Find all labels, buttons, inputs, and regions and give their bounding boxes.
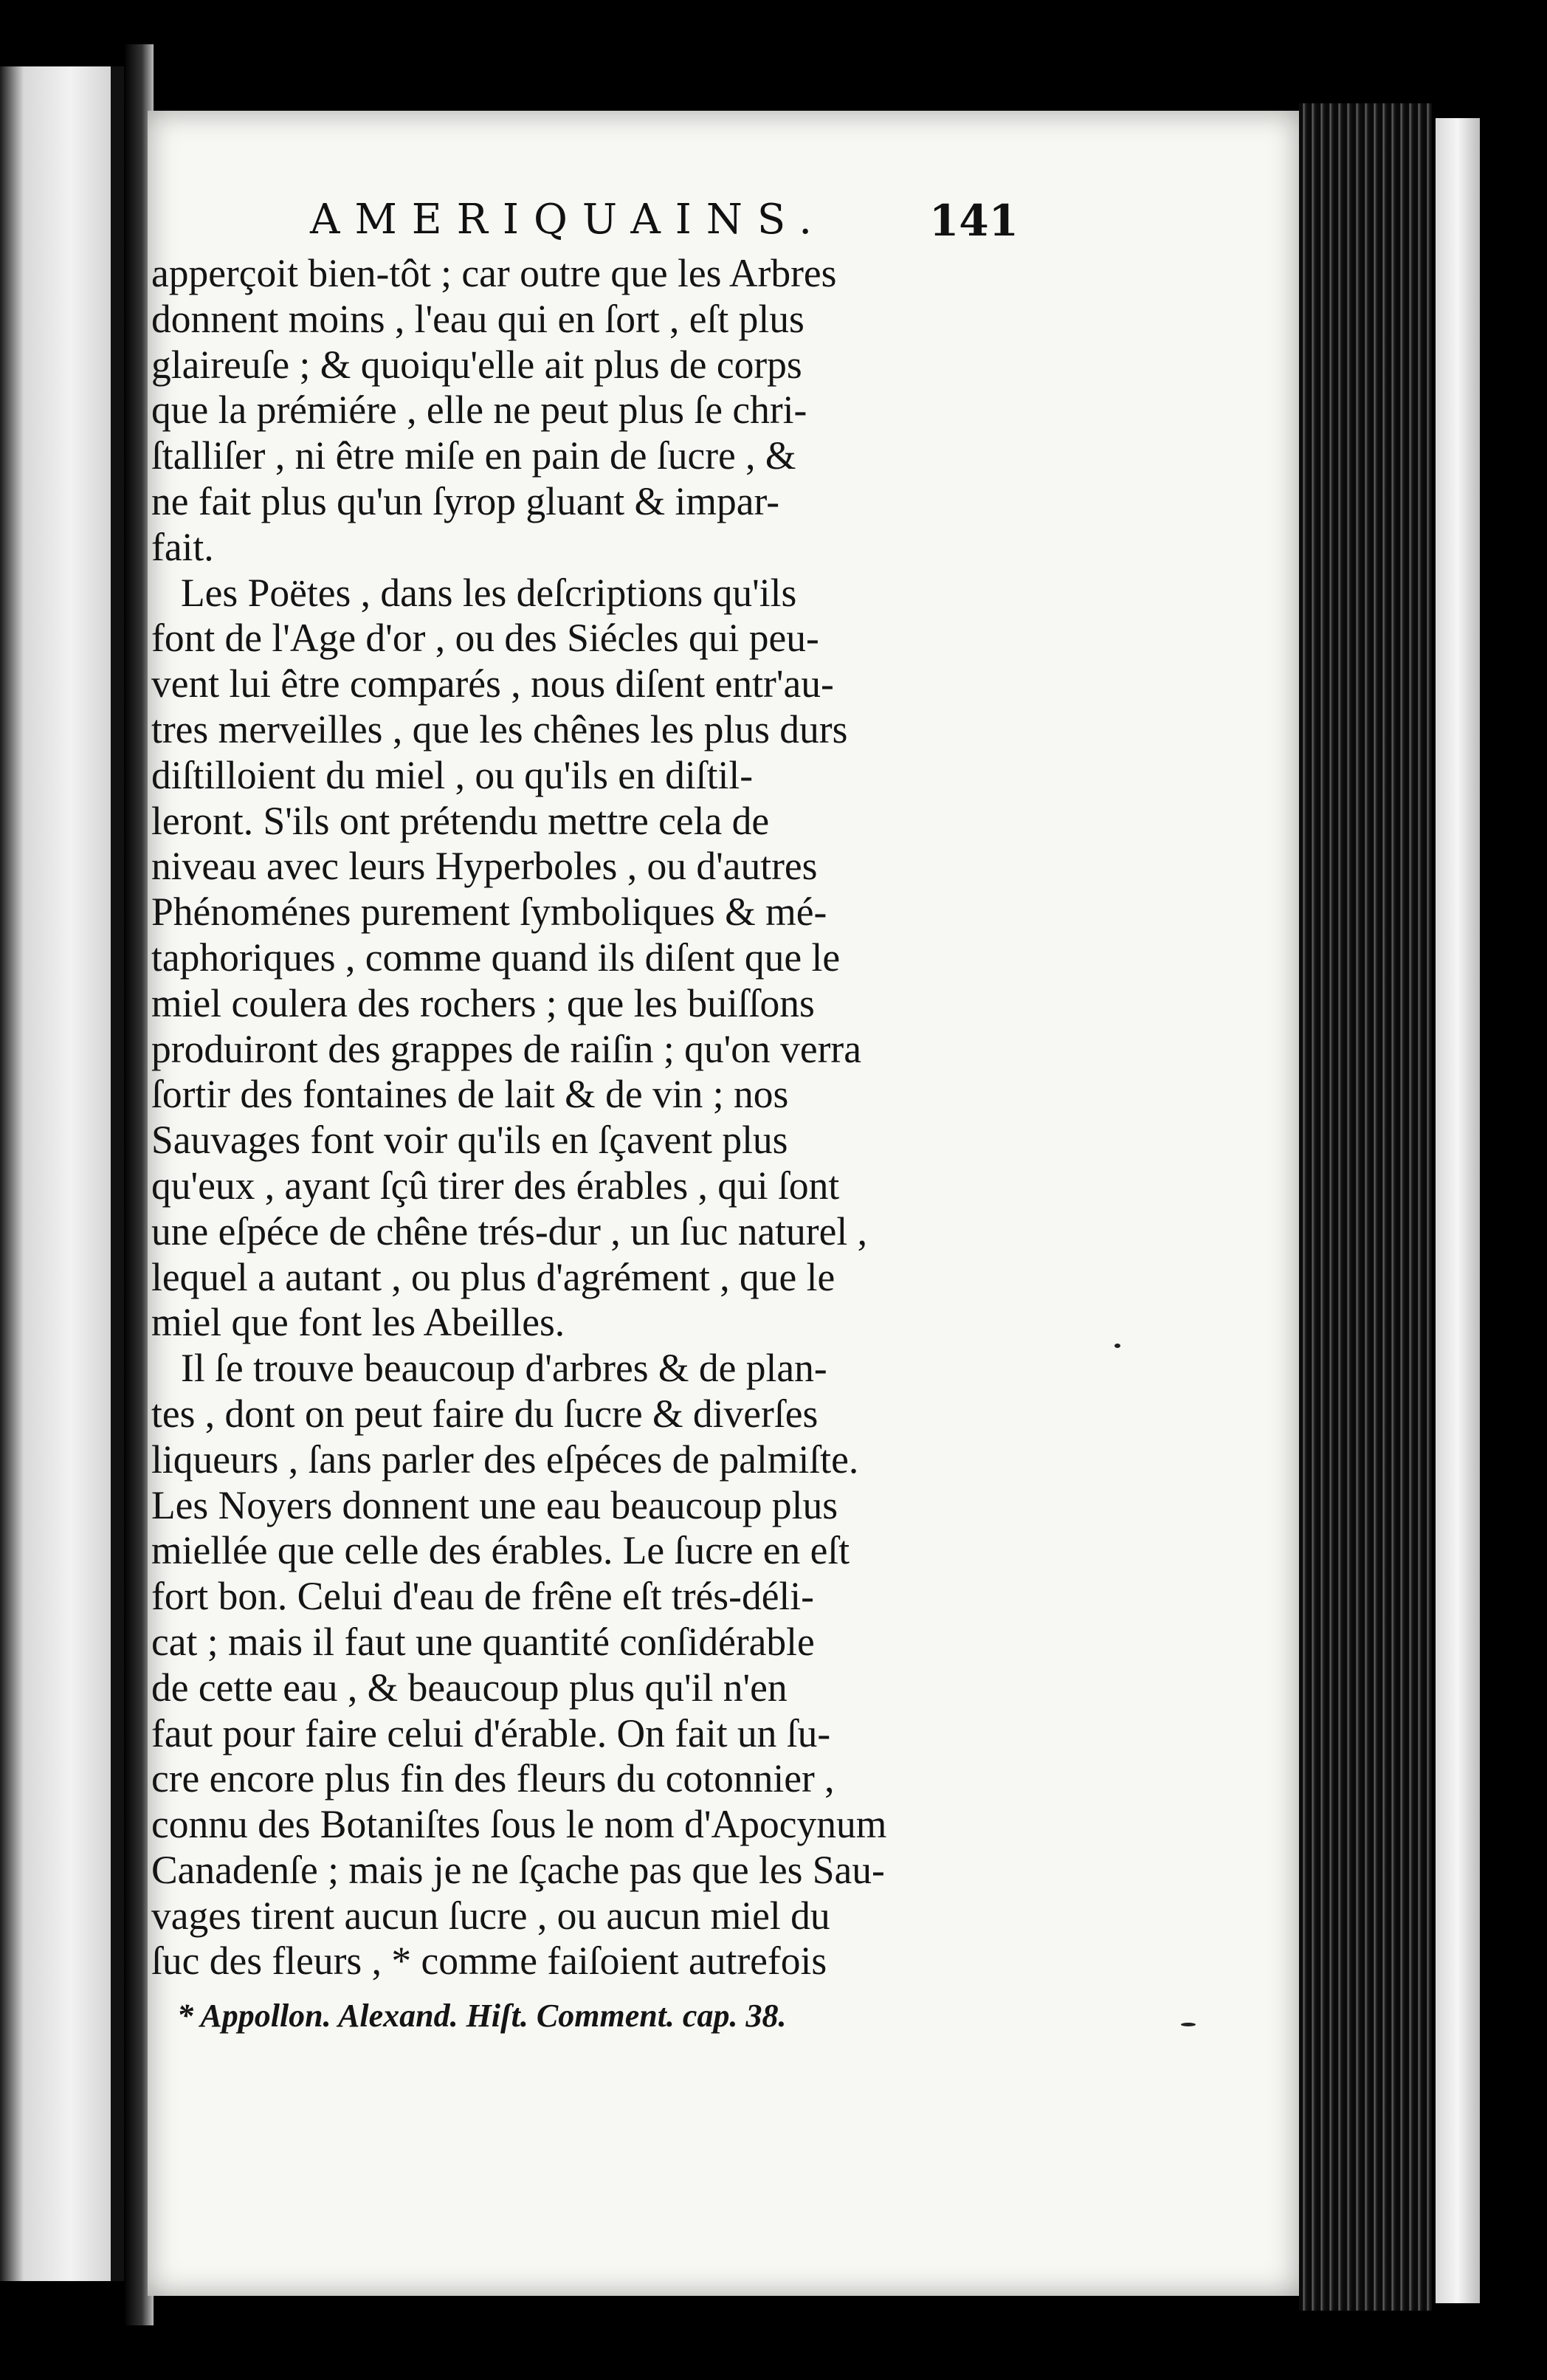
- text-line: que la prémiére , elle ne peut plus ſe chri-: [151, 388, 807, 433]
- page-header: [310, 196, 1048, 247]
- text-line: ſtalliſer , ni être miſe en pain de ſucre , &: [151, 433, 796, 478]
- text-line: tes , dont on peut faire du ſucre & diverſes: [151, 1391, 819, 1436]
- paragraph-start-line: Les Poëtes , dans les deſcriptions qu'ils: [181, 570, 797, 615]
- text-line: fort bon. Celui d'eau de frêne eſt trés-déli-: [151, 1574, 814, 1619]
- text-line: vent lui être comparés , nous diſent entr'au-: [151, 661, 834, 706]
- text-line: Canadenſe ; mais je ne ſçache pas que les Sau-: [151, 1847, 885, 1892]
- footnote: * Appollon. Alexand. Hiſt. Comment. cap. 38.: [177, 1998, 787, 2034]
- text-line: cre encore plus fin des fleurs du cotonnier ,: [151, 1756, 835, 1801]
- text-line: miellée que celle des érables. Le ſucre en eſt: [151, 1528, 850, 1573]
- text-line: tres merveilles , que les chênes les plus durs: [151, 706, 848, 752]
- running-head: AMERIQUAINS.: [310, 196, 827, 244]
- text-line: liqueurs , ſans parler des eſpéces de palmiſte.: [151, 1437, 859, 1482]
- body-text: [151, 251, 1037, 1984]
- ink-speck: [1114, 1344, 1120, 1348]
- text-line: niveau avec leurs Hyperboles , ou d'autres: [151, 844, 818, 889]
- text-line: taphoriques , comme quand ils diſent que le: [151, 935, 841, 980]
- text-line: de cette eau , & beaucoup plus qu'il n'en: [151, 1665, 788, 1710]
- facing-page-edge: [111, 66, 124, 2281]
- text-line: vages tirent aucun ſucre , ou aucun miel du: [151, 1893, 830, 1938]
- text-line: ne fait plus qu'un ſyrop gluant & impar-: [151, 478, 780, 523]
- text-line: lequel a autant , ou plus d'agrément , que le: [151, 1254, 835, 1299]
- text-line: une eſpéce de chêne trés-dur , un ſuc naturel ,: [151, 1208, 867, 1253]
- text-line: apperçoit bien-tôt ; car outre que les Arbres: [151, 251, 837, 295]
- text-line: glaireuſe ; & quoiqu'elle ait plus de corps: [151, 342, 802, 387]
- text-line: donnent moins , l'eau qui en ſort , eſt plus: [151, 296, 804, 341]
- text-line: leront. S'ils ont prétendu mettre cela de: [151, 798, 770, 843]
- text-line: Sauvages font voir qu'ils en ſçavent plus: [151, 1118, 788, 1163]
- text-line: faut pour faire celui d'érable. On fait un ſu-: [151, 1710, 831, 1755]
- text-line: ſuc des fleurs , * comme faiſoient autrefois: [151, 1939, 827, 1984]
- text-line: cat ; mais il faut une quantité conſidérable: [151, 1619, 815, 1664]
- right-margin-strip: [1436, 118, 1480, 2303]
- text-line: ſortir des fontaines de lait & de vin ; nos: [151, 1072, 789, 1117]
- text-line: miel coulera des rochers ; que les buiſſons: [151, 980, 815, 1025]
- text-line: connu des Botaniſtes ſous le nom d'Apocynum: [151, 1802, 887, 1847]
- ink-speck: [1181, 2023, 1196, 2026]
- text-line: diſtilloient du miel , ou qu'ils en diſtil-: [151, 752, 754, 797]
- text-line: Phénoménes purement ſymboliques & mé-: [151, 890, 827, 935]
- text-line: Les Noyers donnent une eau beaucoup plus: [151, 1482, 838, 1527]
- paragraph-start-line: Il ſe trouve beaucoup d'arbres & de plan-: [181, 1346, 827, 1391]
- text-line: miel que font les Abeilles.: [151, 1300, 565, 1345]
- text-line: produiront des grappes de raiſin ; qu'on verra: [151, 1026, 861, 1071]
- page-number: 141: [928, 196, 1019, 246]
- text-line: fait.: [151, 524, 214, 569]
- facing-page-fragment: [0, 66, 118, 2281]
- text-line: qu'eux , ayant ſçû tirer des érables , qui ſont: [151, 1163, 840, 1208]
- text-line: font de l'Age d'or , ou des Siécles qui peu-: [151, 616, 819, 661]
- page-block-edges: [1299, 103, 1432, 2311]
